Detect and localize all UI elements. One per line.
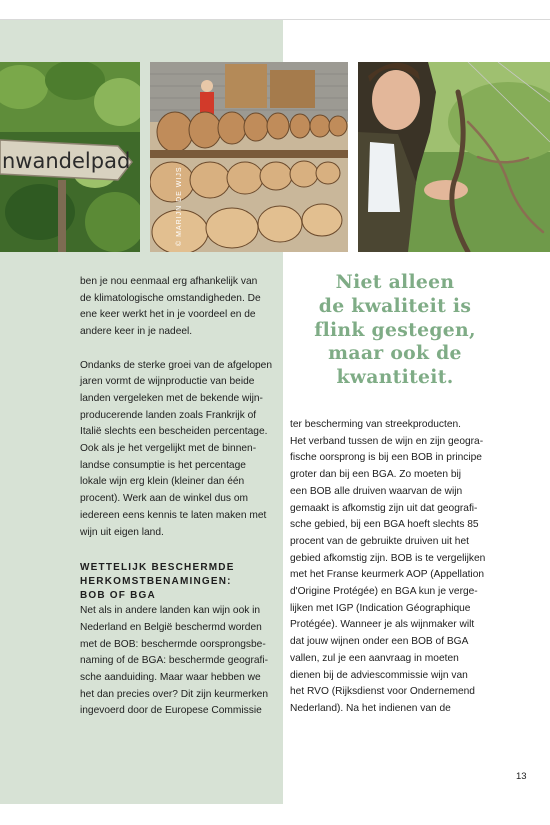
text-line: dat jouw wijnen onder een BOB of BGA [290,636,469,648]
text-line: met de BOB: beschermde oorsprongsbe- [80,638,266,650]
paragraph-climate [80,274,276,341]
text-line: dienen bij de adviescommissie wijn van [290,669,468,681]
text-line: gebied afkomstig zijn. BOB is te vergelijken [290,552,486,564]
text-line: naming of de BGA: beschermde geografi- [80,655,269,667]
text-line: Net als in andere landen kan wijn ook in [80,605,261,617]
text-line: Het verband tussen de wijn en zijn geogra- [290,435,484,447]
photo-vineyard-sign [0,62,140,252]
photo-woman-pruning-vine [358,62,550,252]
text-line: Italië slechts een bescheiden percentage. [80,426,268,438]
text-line: vallen, zul je een aanvraag in moeten [290,652,459,664]
pull-quote-line: flink gestegen, [314,318,476,341]
text-line: Ondanks de sterke groei van de afgelopen [80,359,272,371]
paragraph-bob-bga [290,417,490,718]
pull-quote [290,271,500,390]
text-line: d'Origine Protégée) en BGA kun je verge- [290,586,478,598]
heading-line: BOB OF BGA [80,590,156,602]
heading-line: WETTELIJK BESCHERMDE [80,562,235,574]
text-line: groter dan bij een BGA. Zo moeten bij [290,469,462,481]
text-line: landse consumptie is het percentage [80,459,246,471]
pull-quote-line: Niet alleen [335,271,455,293]
photo-credit: © MARIJN DE WIJS [176,166,183,246]
text-line: een BOB alle druiven waarvan de wijn [290,485,463,497]
text-line: procent). Werk aan de winkel dus om [80,493,248,505]
page-number: 13 [516,771,527,782]
photo-vineyard-sign-art [0,62,140,252]
paragraph-protection [80,603,276,720]
text-line: de klimatologische omstandigheden. De [80,292,261,304]
text-line: het dan precies over? Dit zijn keurmerken [80,688,268,700]
text-line: fische oorsprong is bij een BOB in principe [290,452,482,464]
text-line: Nederland en België beschermd worden [80,621,262,633]
photo-woman-pruning-vine-art [358,62,550,252]
right-text-column [290,417,490,718]
left-text-column [80,274,276,720]
text-line: het RVO (Rijksdienst voor Ondernemend [290,686,475,698]
text-line: Nederland). Na het indienen van de [290,702,451,714]
text-line: ter bescherming van streekproducten. [290,419,462,430]
sign-text: nwandelpad [2,149,131,173]
text-line: procent van de gebruikte druiven uit het [290,535,469,547]
text-line: lijken met IGP (Indication Géographique [290,602,471,614]
text-line: gemaakt is afkomstig zijn uit dat geografi- [290,502,478,514]
pull-quote-line: de kwaliteit is [318,294,472,317]
text-line: ben je nou eenmaal erg afhankelijk van [80,276,258,287]
text-line: Ook als je het vergelijkt met de binnen- [80,443,257,455]
pull-quote-line: kwantiteit. [336,366,454,389]
section-heading [80,561,276,603]
text-line: sche gebied, bij een BGA hoeft slechts 85 [290,519,479,531]
heading-line: HERKOMSTBENAMINGEN: [80,576,232,588]
text-line: ingevoerd door de Europese Commissie [80,705,262,717]
text-line: Protégée). Wanneer je als wijnmaker wilt [290,619,475,631]
text-line: producerende landen zoals Frankrijk of [80,409,257,421]
text-line: wijn uit eigen land. [80,526,164,538]
text-line: ene keer werkt het in je voordeel en de [80,309,256,321]
text-line: landen vergeleken met de bekende wijn- [80,392,263,404]
pull-quote-line: maar ook de [328,342,462,365]
text-line: lokale wijn erg klein (kleiner dan één [80,476,245,488]
text-line: jaren vormt de wijnproductie van beide [80,376,255,388]
text-line: met het Franse keurmerk AOP (Appellation [290,569,485,581]
text-line: sche aanduiding. Maar waar hebben we [80,672,261,684]
text-line: andere keer in je nadeel. [80,326,193,338]
paragraph-production [80,358,276,542]
text-line: iedereen eens kennis te laten maken met [80,509,267,521]
